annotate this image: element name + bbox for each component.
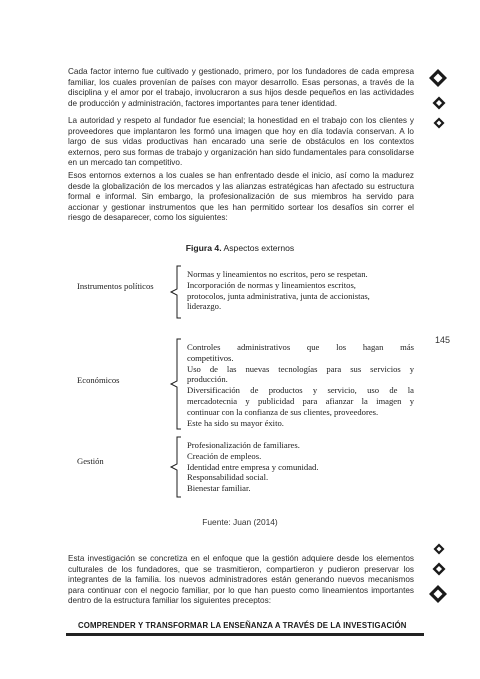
diamond-ornament-icon [432,562,446,576]
figure-source: Fuente: Juan (2014) [202,517,278,527]
category-item: producción. [187,374,228,385]
category-label-instrumentos-politicos: Instrumentos políticos [77,281,154,291]
brace-gestion [164,436,184,498]
category-item: Uso de las nuevas tecnologías para sus servicios y [187,363,414,374]
category-item: Normas y lineamientos no escritos, pero se respetan. [187,269,368,279]
category-item: competitivos. [187,352,234,363]
figure-label: Figura 4. [185,243,222,253]
category-item: Creación de empleos. [187,450,262,461]
category-item: mercadotecnia y publicidad para afianzar la imagen y [187,395,414,406]
category-item: Identidad entre empresa y comunidad. [187,461,319,472]
category-item: Responsabilidad social. [187,472,269,483]
diamond-ornament-icon [428,584,448,604]
footer-title: COMPRENDER Y TRANSFORMAR LA ENSEÑANZA A TRAVÉS DE LA INVESTIGACIÓN [78,621,407,630]
diamond-ornament-icon [433,117,445,129]
figure-title [0,243,480,253]
category-items-gestion [187,440,414,494]
category-items-instrumentos-politicos [187,269,414,312]
figure-caption: Aspectos externos [223,243,295,253]
paragraph-autoridad-fundador: La autoridad y respeto al fundador fue esencial; la honestidad en el trabajo con los clientes y proveedores que implantaron les formó una imagen que hoy en día todavía conservan. A lo largo de sus vidas productivas han encarado una serie de obstáculos en los contextos externos, pero sus formas de trabajo y organización han sido fundamentales para consolidarse en un mercado tan competitivo. [68,116,414,168]
category-items-economicos [187,342,414,428]
category-item: protocolos, junta administrativa, junta de accionistas, [187,290,370,301]
category-item: Este ha sido su mayor éxito. [187,417,284,428]
category-item: Diversificación de productos y servicio, uso de la [187,385,414,396]
category-item: continuar con la confianza de sus clientes, proveedores. [187,406,379,417]
paragraph-entornos-externos: Esos entornos externos a los cuales se han enfrentado desde el inicio, así como la madurez desde la globalización de los mercados y las alianzas estratégicas han afectado su estructura formal e informal. Sin embargo, la profesionalización de sus miembros ha servido para accionar y gestionar instrumentos que les han permitido sortear los desafíos sin correr el riesgo de desaparecer, como los siguientes: [68,171,414,223]
category-item: Controles administrativos que los hagan más [187,342,414,352]
paragraph-investigacion: Esta investigación se concretiza en el enfoque que la gestión adquiere desde los elementos culturales de los fundadores, que se trasmitieron, compartieron y pudieron preservar los integrantes de la familia. los nuevos administradores están generando nuevos mecanismos para continuar con el negocio familiar, por lo que han puesto como lineamientos importantes dentro de la estructura familiar los siguientes preceptos: [68,554,414,606]
page-number: 145 [435,335,451,345]
category-item: Profesionalización de familiares. [187,440,300,450]
category-item: liderazgo. [187,301,222,312]
category-label-gestion: Gestión [77,456,104,466]
paragraph-factores-internos: Cada factor interno fue cultivado y gestionado, primero, por los fundadores de cada empresa familiar, los cuales provenían de países con mayor desarrollo. Esas personas, a través de la disciplina y el amor por el trabajo, involucraron a sus hijos desde pequeños en las actividades de producción y administración, factores importantes para tener identidad. [68,67,414,108]
category-label-economicos: Económicos [77,375,120,385]
footer-rule [66,633,424,636]
diamond-ornament-icon [428,68,448,88]
category-item: Bienestar familiar. [187,483,251,494]
brace-instrumentos-politicos [164,265,184,319]
diamond-ornament-icon [432,96,446,110]
category-item: Incorporación de normas y lineamientos escritos, [187,279,356,290]
brace-economicos [164,338,184,430]
diamond-ornament-icon [433,543,445,555]
